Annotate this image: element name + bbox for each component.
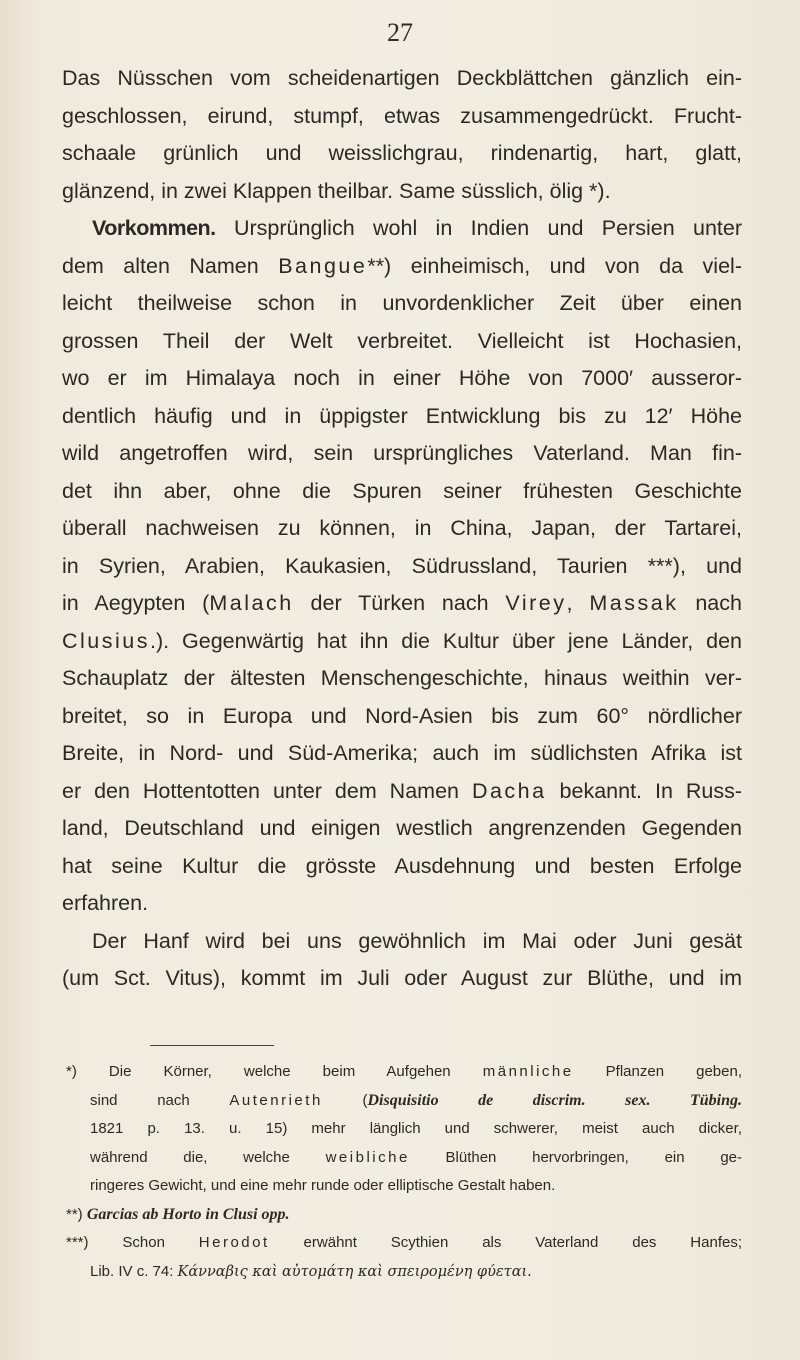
citation-title: Garcias ab Horto in Clusi opp. <box>86 1205 290 1223</box>
text-line: geschlossen, eirund, stumpf, etwas zusammengedrückt. Frucht- <box>62 103 742 128</box>
text-fragment: sind nach <box>90 1091 230 1109</box>
footnote-3 <box>66 1229 742 1258</box>
text-fragment: erwähnt Scythien als Vaterland des Hanfes; <box>269 1234 742 1251</box>
text-line: wild angetroffen wird, sein ursprüngliches Vaterland. Man fin- <box>62 441 742 465</box>
text-fragment: ***) Schon <box>66 1234 199 1251</box>
text-line: land, Deutschland und einigen westlich angrenzenden Gegenden <box>62 816 742 840</box>
text-line <box>62 773 742 811</box>
footnote-marker: **) <box>66 1205 87 1223</box>
text-line: erfahren. <box>62 891 149 915</box>
text-fragment: nach <box>678 591 742 615</box>
author-clusius: Clusius <box>62 628 150 653</box>
page-number: 27 <box>387 18 413 47</box>
text-line: Das Nüsschen vom scheidenartigen Deckblättchen gänzlich ein- <box>62 66 742 90</box>
text-line: wo er im Himalaya noch in einer Höhe von 7000′ ausseror- <box>62 366 742 390</box>
text-fragment: der Türken nach <box>293 591 506 615</box>
text-line: glänzend, in zwei Klappen theilbar. Same süsslich, ölig *). <box>62 178 611 203</box>
hanf-paragraph-start: Der Hanf wird bei uns gewöhnlich im Mai oder Juni gesät <box>92 928 742 953</box>
text-line: breitet, so in Europa und Nord-Asien bis zum 60° nördlicher <box>62 703 742 728</box>
text-line: det ihn aber, ohne die Spuren seiner frühesten Geschichte <box>62 478 742 503</box>
text-line: hat seine Kultur die grösste Ausdehnung und besten Erfolge <box>62 853 742 878</box>
footnote-line <box>90 1144 742 1173</box>
text-line <box>62 585 742 623</box>
term-weibliche: weibliche <box>325 1148 410 1166</box>
text-fragment: , <box>566 591 590 615</box>
author-herodot: Herodot <box>198 1234 270 1251</box>
text-line <box>62 623 742 661</box>
text-fragment: bekannt. In Russ- <box>546 778 742 803</box>
term-maennliche: männliche <box>482 1063 574 1080</box>
text-fragment: *) Die Körner, welche beim Aufgehen <box>66 1063 483 1080</box>
text-fragment: in Aegypten ( <box>62 591 210 615</box>
footnote-1 <box>66 1058 742 1087</box>
footnote-divider <box>150 1045 274 1046</box>
text-fragment: er den Hottentotten unter dem Namen <box>62 778 472 803</box>
footnote-line <box>90 1258 742 1287</box>
text-fragment: **) einheimisch, und von da viel- <box>367 253 742 278</box>
text-line <box>62 248 742 286</box>
term-massak: Massak <box>589 591 679 615</box>
footnote-line: ringeres Gewicht, und eine mehr runde oder elliptische Gestalt haben. <box>90 1177 556 1194</box>
text-line: schaale grünlich und weisslichgrau, rindenartig, hart, glatt, <box>62 141 742 165</box>
author-autenrieth: Autenrieth <box>229 1091 323 1109</box>
text-line: Breite, in Nord- und Süd-Amerika; auch im südlichsten Afrika ist <box>62 741 742 765</box>
author-virey: Virey <box>505 591 567 615</box>
text-line: in Syrien, Arabien, Kaukasien, Südrussland, Taurien ***), und <box>62 553 742 578</box>
footnote-line <box>90 1087 742 1116</box>
text-fragment: während die, welche <box>90 1148 326 1166</box>
greek-quote: Κάνναβις καὶ αὐτομάτη καὶ σπειρομένη φύεται. <box>177 1263 532 1280</box>
text-line: leicht theilweise schon in unvordenklicher Zeit über einen <box>62 291 742 315</box>
text-line: dentlich häufig und in üppigster Entwicklung bis zu 12′ Höhe <box>62 403 742 428</box>
section-heading-vorkommen: Vorkommen. <box>92 216 216 240</box>
footnote-2 <box>66 1201 742 1230</box>
text-line: (um Sct. Vitus), kommt im Juli oder August zur Blüthe, und im <box>62 966 742 990</box>
text-line: grossen Theil der Welt verbreitet. Vielleicht ist Hochasien, <box>62 328 742 353</box>
text-line: überall nachweisen zu können, in China, Japan, der Tartarei, <box>62 516 742 540</box>
text-fragment: Pflanzen geben, <box>573 1063 742 1080</box>
vorkommen-paragraph-start <box>62 210 742 248</box>
citation-title: Disquisitio de discrim. sex. Tübing. <box>367 1091 742 1109</box>
text-fragment: ( <box>322 1091 368 1109</box>
text-fragment: Ursprünglich wohl in Indien und Persien unter <box>215 216 742 240</box>
text-fragment: Lib. IV c. 74: <box>90 1262 178 1280</box>
term-bangue: Bangue <box>278 253 368 278</box>
term-dacha: Dacha <box>471 778 547 803</box>
text-fragment: .). Gegenwärtig hat ihn die Kultur über jene Länder, den <box>150 628 742 653</box>
text-fragment: Blüthen hervorbringen, ein ge- <box>409 1148 742 1166</box>
footnote-line: 1821 p. 13. u. 15) mehr länglich und schwerer, meist auch dicker, <box>90 1120 742 1137</box>
text-line: Schauplatz der ältesten Menschengeschichte, hinaus weithin ver- <box>62 666 742 690</box>
main-text <box>62 60 742 998</box>
term-malach: Malach <box>209 591 294 615</box>
footnotes <box>66 1058 742 1286</box>
text-fragment: dem alten Namen <box>62 253 279 278</box>
